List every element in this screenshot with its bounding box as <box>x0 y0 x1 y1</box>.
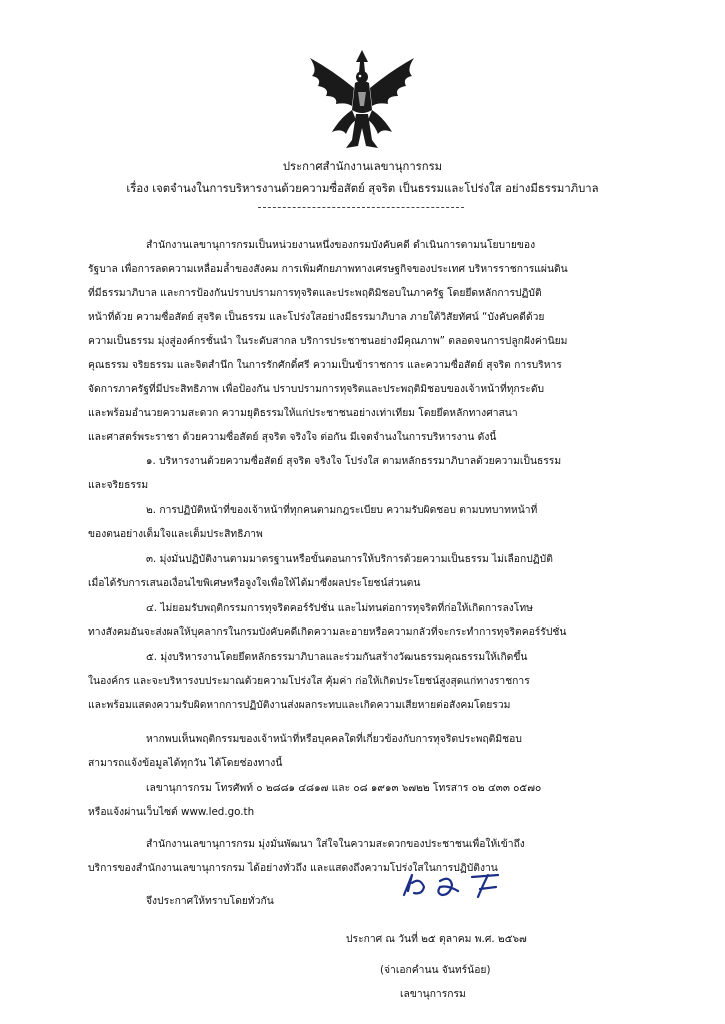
item-3-line: เมื่อได้รับการเสนอเงื่อนไขพิเศษหรือจูงใจเพื่อให้ได้มาซึ่งผลประโยชน์ส่วนตน <box>88 577 421 589</box>
closing-statement: จึงประกาศให้ทราบโดยทั่วกัน <box>146 895 274 907</box>
signature <box>400 869 510 903</box>
intro-line: รัฐบาล เพื่อการลดความเหลื่อมล้ำของสังคม การเพิ่มศักยภาพทางเศรษฐกิจของประเทศ บริหารราชการแผ่นดิน <box>88 263 568 275</box>
item-5-line: และพร้อมแสดงความรับผิดหากการปฏิบัติงานส่งผลกระทบและเกิดความเสียหายต่อสังคมโดยรวม <box>88 699 511 711</box>
intro-line: คุณธรรม จริยธรรม และจิตสำนึก ในการรักศักดิ์ศรี ความเป็นข้าราชการ และความซื่อสัตย์ สุจริต การบริหาร <box>88 359 562 371</box>
item-2-line: ๒. การปฏิบัติหน้าที่ของเจ้าหน้าที่ทุกคนตามกฎระเบียบ ความรับผิดชอบ ตามบทบาทหน้าที่ <box>146 504 538 516</box>
item-3-line: ๓. มุ่งมั่นปฏิบัติงานตามมาตรฐานหรือขั้นตอนการให้บริการด้วยความเป็นธรรม ไม่เลือกปฏิบัติ <box>146 553 553 565</box>
date-day: ๒๕ <box>421 933 436 945</box>
item-2-line: ของตนอย่างเต็มใจและเต็มประสิทธิภาพ <box>88 528 263 540</box>
item-1-line: และจริยธรรม <box>88 479 149 491</box>
date-year: พ.ศ. ๒๕๖๗ <box>474 933 527 945</box>
signatory-name: (จ่าเอกคำนน จันทร์น้อย) <box>380 964 491 976</box>
commitment-line: บริการของสำนักงานเลขานุการกรม ได้อย่างทั่วถึง และแสดงถึงความโปร่งใสในการปฏิบัติงาน <box>88 862 498 874</box>
intro-line: สำนักงานเลขานุการกรมเป็นหน่วยงานหนึ่งของกรมบังคับคดี ดำเนินการตามนโยบายของ <box>146 239 536 251</box>
intro-line: และพร้อมอำนวยความสะดวก ความยุติธรรมให้แก่ประชาชนอย่างเท่าเทียม โดยยึดหลักทางศาสนา <box>88 407 518 419</box>
report-line: หากพบเห็นพฤติกรรมของเจ้าหน้าที่หรือบุคคลใดที่เกี่ยวข้องกับการทุจริตประพฤติมิชอบ <box>146 733 522 745</box>
date-prefix: ประกาศ ณ วันที่ <box>346 933 418 945</box>
contact-website: หรือแจ้งผ่านเว็บไซต์ www.led.go.th <box>88 806 255 818</box>
header-divider <box>258 207 464 208</box>
intro-line: ที่มีธรรมาภิบาล และการป้องกันปราบปรามการทุจริตและประพฤติมิชอบในภาครัฐ โดยยึดหลักการปฏิบัติ <box>88 287 542 299</box>
garuda-emblem <box>302 48 422 152</box>
announcement-date <box>346 932 527 946</box>
item-1-line: ๑. บริหารงานด้วยความซื่อสัตย์ สุจริต จริงใจ โปร่งใส ตามหลักธรรมาภิบาลด้วยความเป็นธรรม <box>146 455 562 467</box>
item-5-line: ๕. มุ่งบริหารงานโดยยึดหลักธรรมาภิบาลและร่วมกันสร้างวัฒนธรรมคุณธรรมให้เกิดขึ้น <box>146 651 528 663</box>
item-5-line: ในองค์กร และจะบริหารงบประมาณด้วยความโปร่งใส คุ้มค่า ก่อให้เกิดประโยชน์สูงสุดแก่ทางราชการ <box>88 675 530 687</box>
intro-line: จัดการภาครัฐที่มีประสิทธิภาพ เพื่อป้องกัน ปราบปรามการทุจริตและประพฤติมิชอบของเจ้าหน้าที่ทุกระดับ <box>88 383 545 395</box>
date-month: ตุลาคม <box>439 933 472 945</box>
commitment-line: สำนักงานเลขานุการกรม มุ่งมั่นพัฒนา ใส่ใจในความสะดวกของประชาชนเพื่อให้เข้าถึง <box>146 838 525 850</box>
document-subject: เรื่อง เจตจำนงในการบริหารงานด้วยความซื่อสัตย์ สุจริต เป็นธรรมและโปร่งใส อย่างมีธรรมาภิบาล <box>126 182 599 195</box>
item-4-line: ๔. ไม่ยอมรับพฤติกรรมการทุจริตคอร์รัปชั่น และไม่ทนต่อการทุจริตที่ก่อให้เกิดการลงโทษ <box>146 602 533 614</box>
intro-line: และศาสตร์พระราชา ด้วยความซื่อสัตย์ สุจริต จริงใจ ต่อกัน มีเจตจำนงในการบริหารงาน ดังนี้ <box>88 431 497 443</box>
intro-line: ความเป็นธรรม มุ่งสู่องค์กรชั้นนำ ในระดับสากล บริการประชาชนอย่างมีคุณภาพ” ตลอดจนการปลูกฝังค่านิยม <box>88 335 568 347</box>
contact-phone: เลขานุการกรม โทรศัพท์ ๐ ๒๘๘๑ ๔๘๑๗ และ ๐๘ ๑๙๑๓ ๖๗๒๒ โทรสาร ๐๒ ๔๓๓ ๐๕๗๐ <box>146 782 542 794</box>
document-title: ประกาศสำนักงานเลขานุการกรม <box>282 160 443 173</box>
item-4-line: ทางสังคมอันจะส่งผลให้บุคลากรในกรมบังคับคดีเกิดความละอายหรือความกลัวที่จะกระทำการทุจริตคอร์รัปชั่น <box>88 626 567 638</box>
report-line: สามารถแจ้งข้อมูลได้ทุกวัน ได้โดยช่องทางนี้ <box>88 757 283 769</box>
intro-line: หน้าที่ด้วย ความซื่อสัตย์ สุจริต เป็นธรรม และโปร่งใสอย่างมีธรรมาภิบาล ภายใต้วิสัยทัศน์ “บังคับคดีด้วย <box>88 311 545 323</box>
signatory-position: เลขานุการกรม <box>400 988 466 1000</box>
